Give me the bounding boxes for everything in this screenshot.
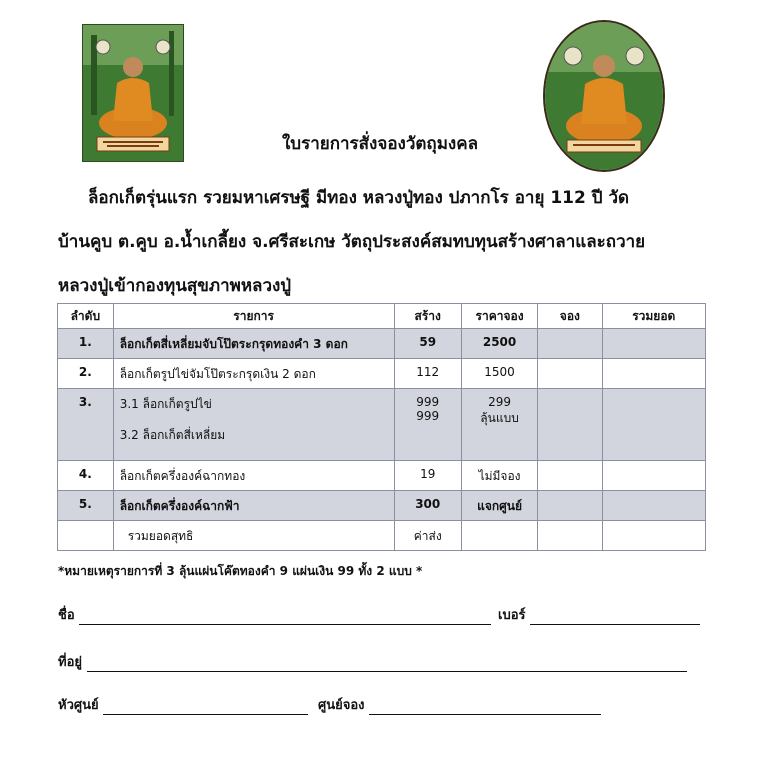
header-total: รวมยอด: [602, 304, 706, 329]
row-item: ล็อกเก็ตครึ่งองค์ฉากทอง: [113, 461, 394, 491]
row-price: ไม่มีจอง: [461, 461, 537, 491]
table-footer-row: [58, 521, 706, 551]
row-item-sub-1: 3.1 ล็อกเก็ตรูปไข่: [119, 397, 212, 411]
row-qty-sub-2: 999: [416, 409, 440, 423]
booking-center-input-line[interactable]: [369, 700, 601, 715]
header-price: ราคาจอง: [461, 304, 537, 329]
row-price-sub-1: 299: [488, 395, 512, 409]
row-qty: 59: [394, 329, 461, 359]
table-row: [58, 329, 706, 359]
phone-input-line[interactable]: [530, 610, 700, 625]
name-input-line[interactable]: [79, 610, 491, 625]
row-book-cell[interactable]: [538, 461, 602, 491]
row-qty-sub-1: 999: [416, 395, 440, 409]
intro-line-1: ล็อกเก็ตรุ่นแรก รวยมหาเศรษฐี มีทอง หลวงปู่ทอง ปภากโร อายุ 112 ปี วัด: [88, 188, 630, 208]
row-no: 5.: [58, 491, 114, 521]
row-item-sub-2: 3.2 ล็อกเก็ตสี่เหลี่ยม: [119, 428, 226, 442]
row-book-cell[interactable]: [538, 389, 602, 461]
center-head-label: หัวศูนย์: [58, 698, 99, 713]
footer-book-cell[interactable]: [538, 521, 602, 551]
row-qty: 19: [394, 461, 461, 491]
row-price: 1500: [461, 359, 537, 389]
row-book-cell[interactable]: [538, 359, 602, 389]
header-item: รายการ: [113, 304, 394, 329]
footer-net-total-label: รวมยอดสุทธิ: [113, 521, 394, 551]
row-item: [113, 389, 394, 461]
row-no: 1.: [58, 329, 114, 359]
name-field: [58, 604, 491, 625]
row-book-cell[interactable]: [538, 491, 602, 521]
order-table: [57, 303, 706, 551]
header-no: ลำดับ: [58, 304, 114, 329]
phone-field: [498, 604, 700, 625]
table-row: [58, 389, 706, 461]
table-row: [58, 359, 706, 389]
footer-shipping-cell[interactable]: [461, 521, 537, 551]
row-price-sub-2: ลุ้นแบบ: [480, 411, 519, 425]
phone-label: เบอร์: [498, 608, 526, 623]
address-input-line[interactable]: [87, 657, 687, 672]
row-no: 3.: [58, 389, 114, 461]
row-book-cell[interactable]: [538, 329, 602, 359]
row-no: 2.: [58, 359, 114, 389]
row-total-cell[interactable]: [602, 491, 706, 521]
row-no: 4.: [58, 461, 114, 491]
footer-total-cell[interactable]: [602, 521, 706, 551]
page-title: ใบรายการสั่งจองวัตถุมงคล: [281, 134, 479, 154]
booking-center-field: [318, 694, 601, 715]
center-head-input-line[interactable]: [103, 700, 308, 715]
row-total-cell[interactable]: [602, 329, 706, 359]
row-item: ล็อกเก็ตสี่เหลี่ยมจับโป๊ตระกรุดทองคำ 3 ดอก: [113, 329, 394, 359]
intro-line-3: หลวงปู่เข้ากองทุนสุขภาพหลวงปู่: [58, 276, 292, 296]
row-price: [461, 389, 537, 461]
row-qty: [394, 389, 461, 461]
header-book: จอง: [538, 304, 602, 329]
row-item: ล็อกเก็ตครึ่งองค์ฉากฟ้า: [113, 491, 394, 521]
remark-note: *หมายเหตุรายการที่ 3 ลุ้นแผ่นโค๊ตทองคำ 9 แผ่นเงิน 99 ทั้ง 2 แบบ *: [58, 564, 423, 578]
intro-paragraph: [58, 176, 738, 308]
row-total-cell[interactable]: [602, 359, 706, 389]
address-field: [58, 651, 687, 672]
row-total-cell[interactable]: [602, 461, 706, 491]
table-row: [58, 461, 706, 491]
row-item: ล็อกเก็ตรูปไข่จัมโป๊ตระกรุดเงิน 2 ดอก: [113, 359, 394, 389]
row-qty: 300: [394, 491, 461, 521]
name-label: ชื่อ: [58, 608, 75, 623]
table-row: [58, 491, 706, 521]
footer-empty-cell: [58, 521, 114, 551]
row-price: แจกศูนย์: [461, 491, 537, 521]
center-head-field: [58, 694, 308, 715]
booking-center-label: ศูนย์จอง: [318, 698, 365, 713]
row-qty: 112: [394, 359, 461, 389]
row-price: 2500: [461, 329, 537, 359]
table-header-row: [58, 304, 706, 329]
row-total-cell[interactable]: [602, 389, 706, 461]
footer-shipping-label: ค่าส่ง: [394, 521, 461, 551]
address-label: ที่อยู่: [58, 655, 82, 670]
intro-line-2: บ้านคูบ ต.คูบ อ.น้ำเกลี้ยง จ.ศรีสะเกษ วัตถุประสงค์สมทบทุนสร้างศาลาและถวาย: [58, 232, 646, 252]
header-qty: สร้าง: [394, 304, 461, 329]
